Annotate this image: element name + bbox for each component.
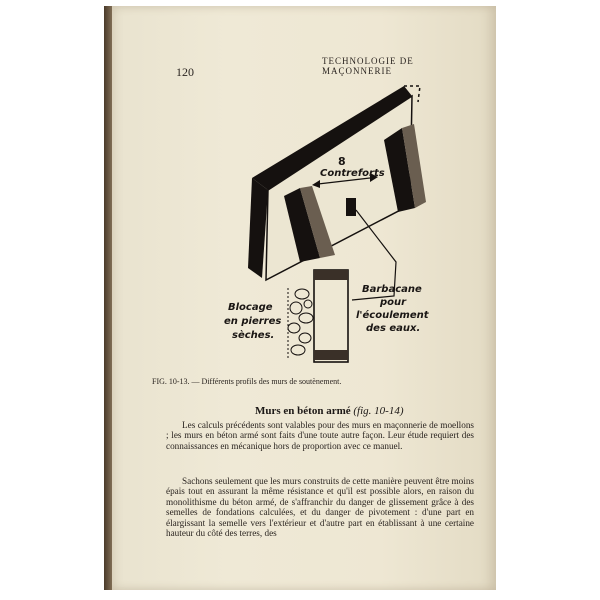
paragraph-1: Les calculs précédents sont valables pour des murs en maçonnerie de moellons ; les murs en béton armé sont faits d'une toute autre façon. Leur étude requiert des connaissances en mécanique hors de proportion avec ce manuel. — [166, 420, 474, 451]
figure-caption: FIG. 10-13. — Différents profils des murs de soutènement. — [152, 377, 342, 386]
wall-left-edge — [248, 178, 268, 278]
figure-label-contreforts: Contreforts — [320, 168, 385, 179]
running-title: TECHNOLOGIE DE MAÇONNERIE — [322, 56, 414, 76]
figure-label-barbacane-2: pour — [380, 297, 407, 308]
dry-stone-fill — [288, 289, 313, 355]
section-heading-ref: (fig. 10-14) — [353, 405, 404, 417]
figure-label-barbacane-3: l'écoulement — [356, 310, 429, 321]
section-heading — [255, 405, 403, 417]
figure-label-blocage-3: sèches. — [232, 330, 275, 341]
figure-label-blocage-2: en pierres — [224, 316, 282, 327]
page-number: 120 — [176, 65, 194, 79]
paragraph-2: Sachons seulement que les murs construits de cette manière peuvent être moins épais tout en assurant la même résistance et qu'il est possible alors, en raison du monolithisme du béton armé, de s'affranchir du danger de glissement grâce à des semelles de fondations calculées, et du danger de pivotement : d'une part en élargissant la semelle vers l'extérieur et d'autre part en établissant à une certaine hauteur du côté des terres, des — [166, 476, 474, 539]
figure-label-blocage-1: Blocage — [228, 302, 273, 313]
profile-section — [314, 270, 348, 362]
section-heading-text: Murs en béton armé — [255, 405, 351, 417]
profile-base — [314, 350, 348, 360]
figure-label-barbacane-1: Barbacane — [362, 284, 422, 295]
barbacane-hole — [346, 198, 356, 216]
figure-label-number: 8 — [338, 155, 346, 168]
figure-label-barbacane-4: des eaux. — [366, 323, 421, 334]
profile-cap — [314, 270, 348, 280]
wall-face — [266, 96, 412, 280]
